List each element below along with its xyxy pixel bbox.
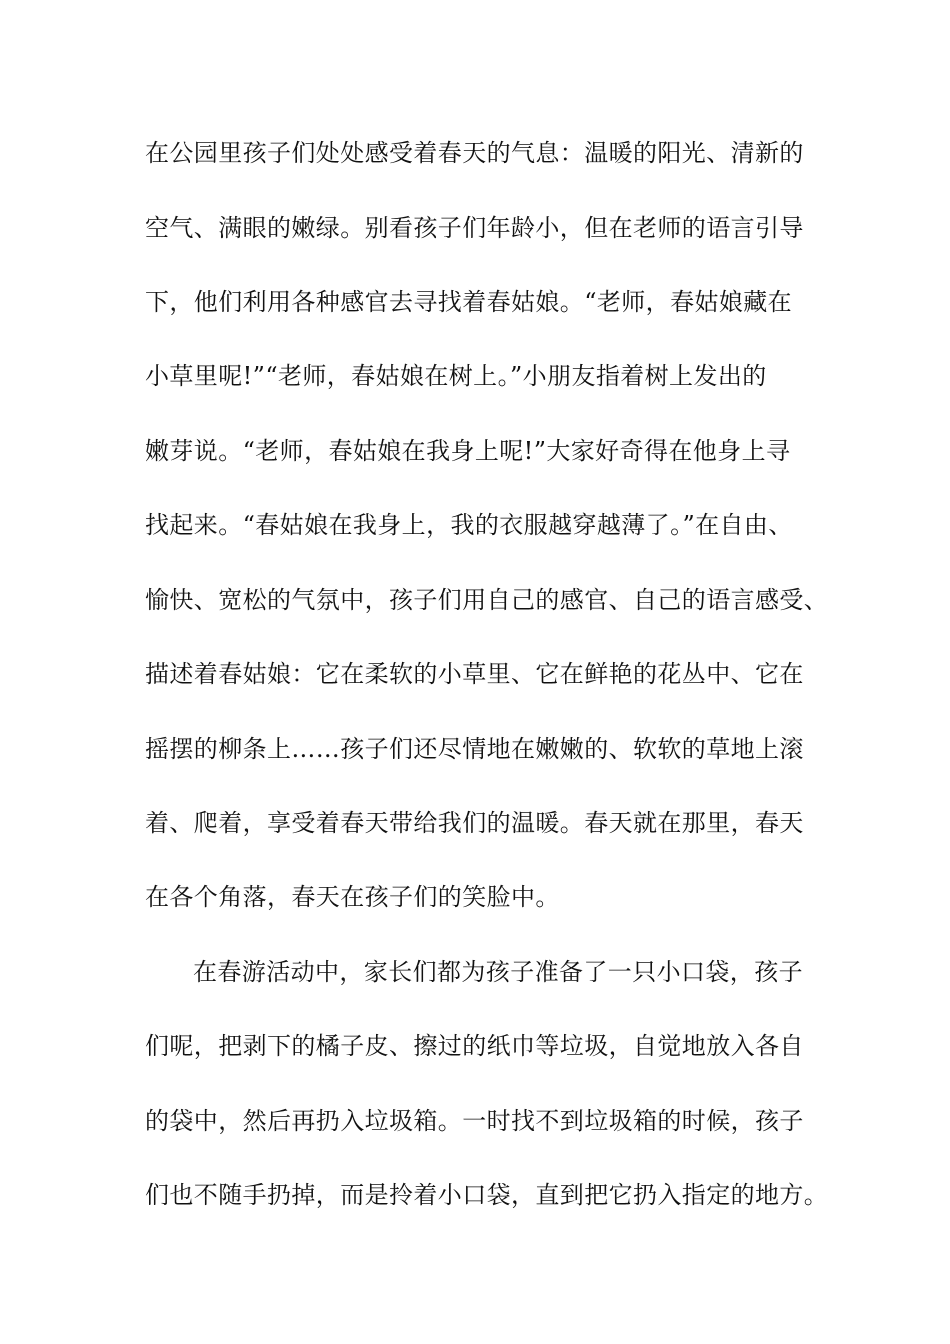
text-line: 描述着春姑娘：它在柔软的小草里、它在鲜艳的花丛中、它在 (145, 660, 804, 688)
text-line: 们呢，把剥下的橘子皮、擦过的纸巾等垃圾，自觉地放入各自 (145, 1032, 804, 1060)
text-line: 在春游活动中，家长们都为孩子准备了一只小口袋，孩子 (193, 958, 803, 986)
text-line: 在公园里孩子们处处感受着春天的气息：温暖的阳光、清新的 (145, 139, 804, 167)
text-line: 嫩芽说。“老师，春姑娘在我身上呢!”大家好奇得在他身上寻 (145, 437, 791, 465)
text-line: 着、爬着，享受着春天带给我们的温暖。春天就在那里，春天 (145, 809, 804, 837)
text-line: 找起来。“春姑娘在我身上，我的衣服越穿越薄了。”在自由、 (145, 511, 793, 539)
text-line: 小草里呢!”“老师，春姑娘在树上。”小朋友指着树上发出的 (145, 362, 767, 390)
text-line: 们也不随手扔掉，而是拎着小口袋，直到把它扔入指定的地方。 (145, 1181, 829, 1209)
text-line: 空气、满眼的嫩绿。别看孩子们年龄小，但在老师的语言引导 (145, 214, 804, 242)
text-line: 的袋中，然后再扔入垃圾箱。一时找不到垃圾箱的时候，孩子 (145, 1107, 804, 1135)
text-line: 愉快、宽松的气氛中，孩子们用自己的感官、自己的语言感受、 (145, 586, 829, 614)
text-line: 摇摆的柳条上……孩子们还尽情地在嫩嫩的、软软的草地上滚 (145, 735, 804, 763)
text-line: 在各个角落，春天在孩子们的笑脸中。 (145, 883, 560, 911)
text-line: 下，他们利用各种感官去寻找着春姑娘。“老师，春姑娘藏在 (145, 288, 793, 316)
